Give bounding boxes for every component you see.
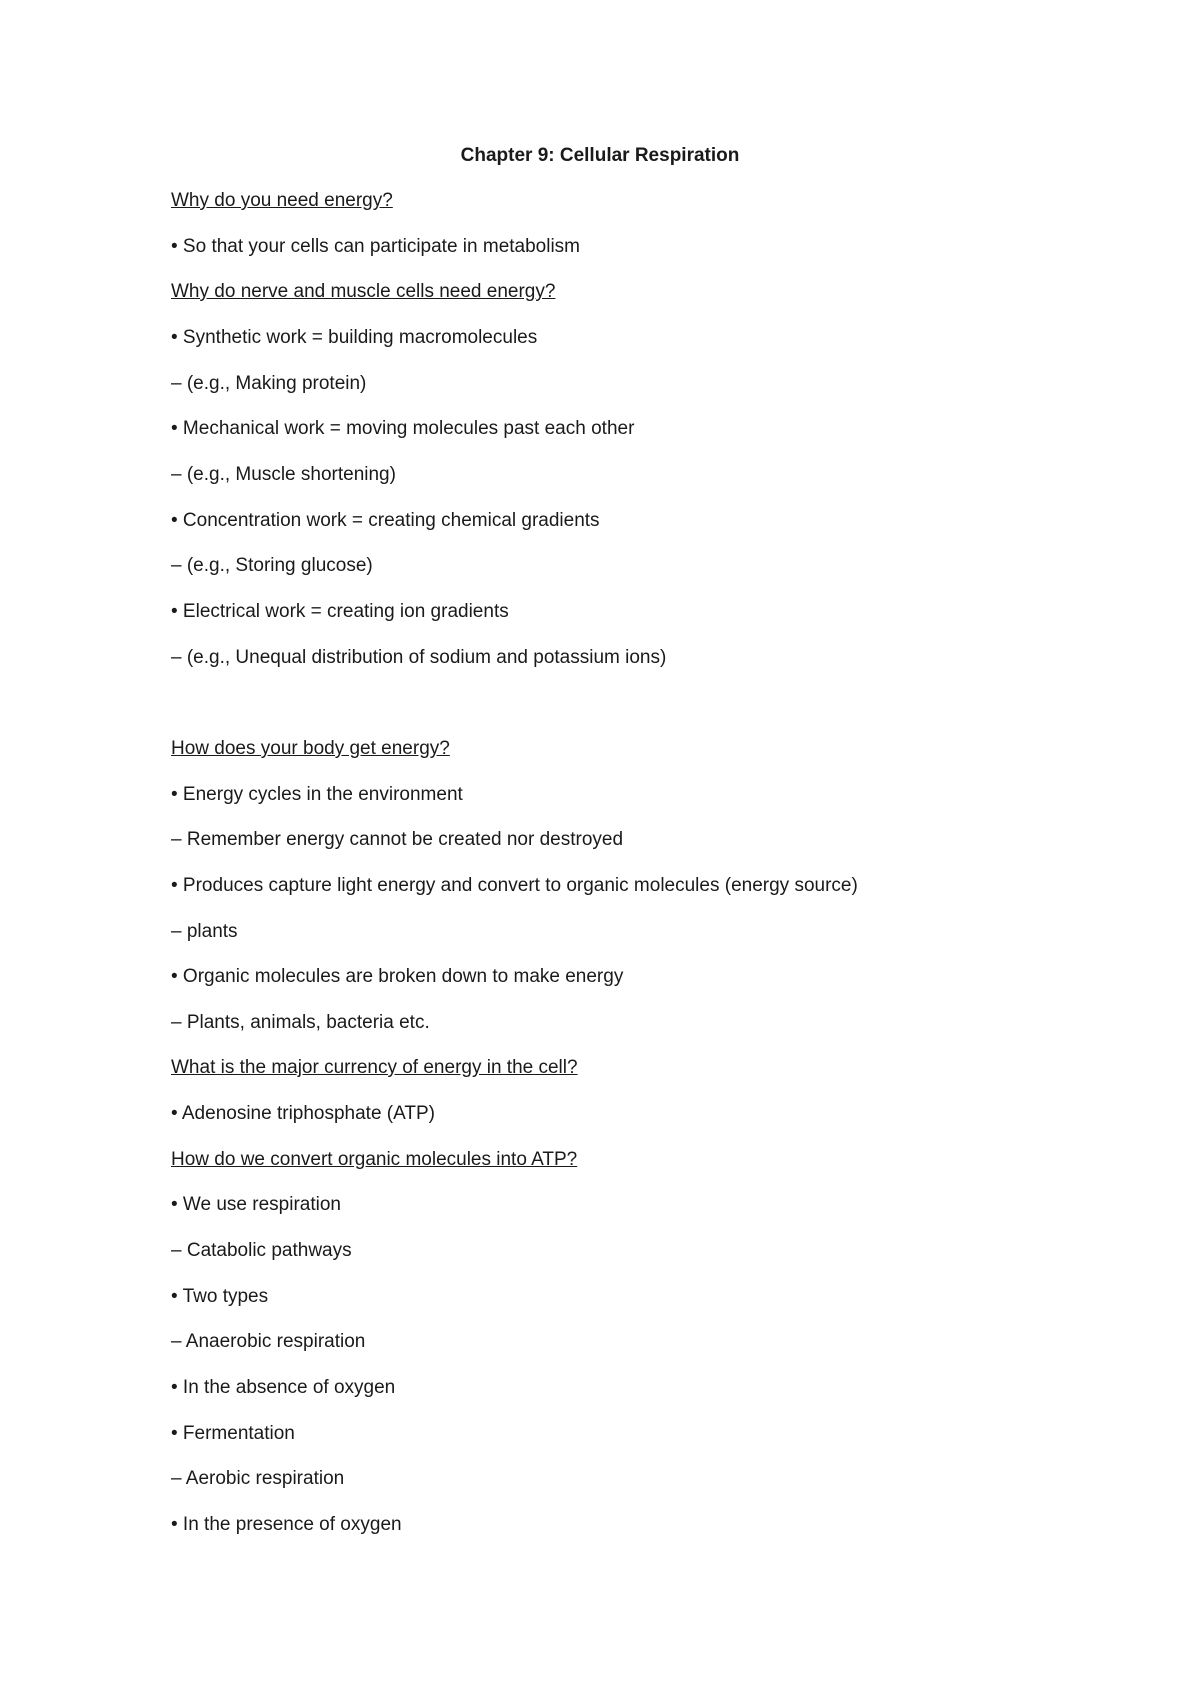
sub-line: – Anaerobic respiration: [171, 1331, 366, 1352]
sub-line: – (e.g., Storing glucose): [171, 555, 373, 576]
sub-line: – Aerobic respiration: [171, 1468, 345, 1489]
bullet-line: • Adenosine triphosphate (ATP): [171, 1103, 436, 1124]
bullet-line: • Concentration work = creating chemical gradients: [171, 510, 600, 531]
document-title: Chapter 9: Cellular Respiration: [460, 145, 740, 166]
bullet-line: • Organic molecules are broken down to make energy: [171, 966, 624, 987]
heading-nerve-muscle: Why do nerve and muscle cells need energy?: [171, 281, 556, 302]
sub-line: – Catabolic pathways: [171, 1240, 352, 1261]
heading-body-energy: How does your body get energy?: [171, 738, 450, 759]
sub-line: – Plants, animals, bacteria etc.: [171, 1012, 430, 1033]
bullet-line: • We use respiration: [171, 1194, 341, 1215]
sub-line: – (e.g., Muscle shortening): [171, 464, 396, 485]
bullet-line: • Electrical work = creating ion gradients: [171, 601, 509, 622]
heading-why-energy: Why do you need energy?: [171, 190, 393, 211]
bullet-line: • Synthetic work = building macromolecules: [171, 327, 538, 348]
bullet-line: • Produces capture light energy and convert to organic molecules (energy source): [171, 875, 858, 896]
sub-line: – Remember energy cannot be created nor destroyed: [171, 829, 624, 850]
bullet-line: • In the absence of oxygen: [171, 1377, 396, 1398]
sub-line: – (e.g., Unequal distribution of sodium and potassium ions): [171, 647, 667, 668]
bullet-line: • In the presence of oxygen: [171, 1514, 402, 1535]
heading-energy-currency: What is the major currency of energy in the cell?: [171, 1057, 578, 1078]
bullet-line: • Two types: [171, 1286, 269, 1307]
sub-line: – plants: [171, 921, 238, 942]
bullet-line: • Energy cycles in the environment: [171, 784, 463, 805]
bullet-line: • Mechanical work = moving molecules past each other: [171, 418, 635, 439]
bullet-line: • Fermentation: [171, 1423, 295, 1444]
sub-line: – (e.g., Making protein): [171, 373, 367, 394]
heading-convert-atp: How do we convert organic molecules into ATP?: [171, 1149, 578, 1170]
bullet-line: • So that your cells can participate in metabolism: [171, 236, 581, 257]
